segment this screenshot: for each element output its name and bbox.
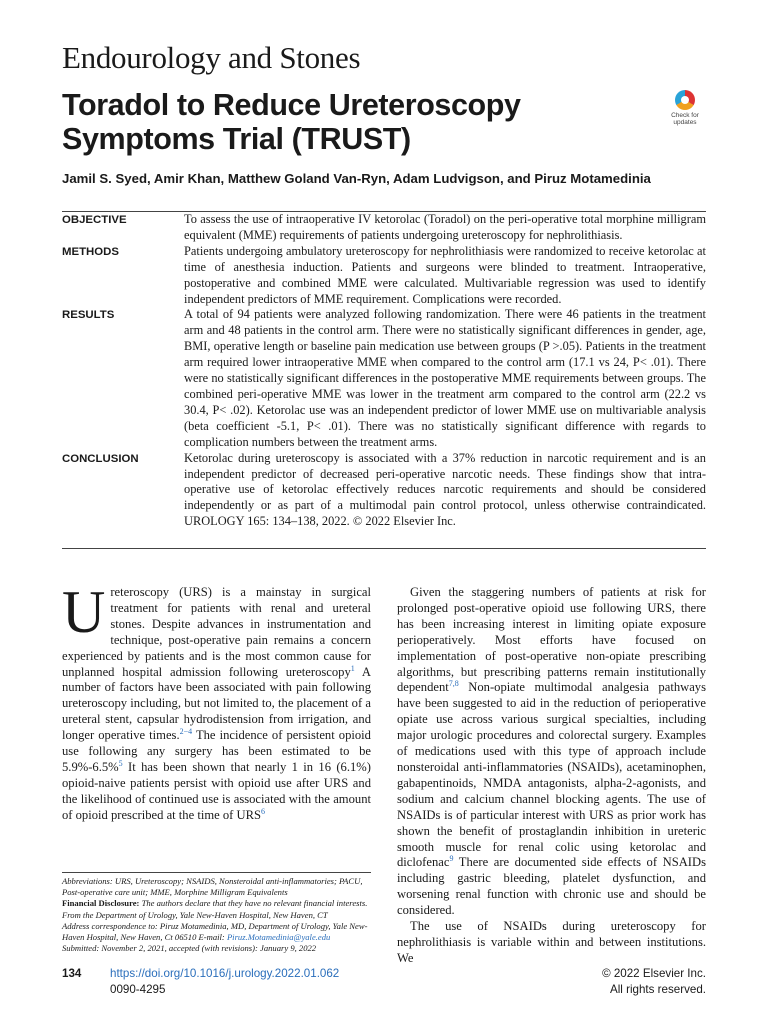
- footnotes: [62, 876, 371, 954]
- copyright: © 2022 Elsevier Inc.: [602, 967, 706, 980]
- abstract: [62, 211, 706, 530]
- section-text: A total of 94 patients were analyzed following randomization. There were 46 patients in the treatment arm and 48 patients in the control arm. There were no statistically significant differences in gender, age, BMI, operative length or baseline pain medication use between groups (P >.05). Patients in the treatment arm required lower intraoperative MME when compared to the control arm (17.1 vs 24, P< .01). There were no statistically significant differences in the postoperative MME requirements between groups. The combined peri-operative MME was lower in the treatment arm compared to the control arm (22.2 vs 30.4, P< .02). Ketorolac use was an independent predictor of lower MME use on multivariable analysis (beta coefficient -5.1, P< .01). There was no statistically significant difference with regards to complication numbers between the treatment arms.: [184, 307, 706, 449]
- check-for-updates-badge[interactable]: [666, 90, 704, 130]
- abstract-results: [62, 307, 706, 450]
- copyright-block: [602, 966, 706, 998]
- section-label: METHODS: [62, 245, 119, 258]
- reference-link[interactable]: 9: [449, 854, 454, 864]
- section-label: OBJECTIVE: [62, 214, 127, 226]
- reference-link[interactable]: 6: [261, 806, 266, 816]
- footnote-divider: [62, 872, 371, 873]
- doi-link[interactable]: https://doi.org/10.1016/j.urology.2022.01.062: [110, 967, 340, 980]
- citation: UROLOGY 165: 134–138, 2022. © 2022 Elsevier Inc.: [184, 514, 456, 529]
- abstract-conclusion: [62, 451, 706, 531]
- intro-paragraph: Ureteroscopy (URS) is a mainstay in surgical treatment for patients with renal and ureteral stones. Despite advances in instrumentation and technique, post-operative pain remains a concern experienced by patients and is the most common cause for unplanned hospital admission following ureteroscopy$^1$ A number of factors have been associated with pain following ureteroscopy including, but not limited to, the placement of a ureteral stent, capsular hydrodistension from irrigation, and longer operative times.$^{2-4}$ The incidence of persistent opioid use following any surgery has been estimated to be 5.9%-6.5%$^5$ It has been shown that nearly 1 in 16 (6.1%) opioid-naive patients persist with opioid use after URS and the likelihood of continued use is associated with the amount of opioid prescribed at the time of URS$^6$: [62, 579, 371, 822]
- reference-link[interactable]: 7,8: [448, 679, 459, 689]
- reference-link[interactable]: 2−4: [179, 726, 193, 736]
- body-paragraph: The use of NSAIDs during ureteroscopy for nephrolithiasis is variable within and between institutions. We: [397, 919, 706, 965]
- conclusion-text: Ketorolac during ureteroscopy is associated with a 37% reduction in narcotic requirement and is an independent predictor of decreased peri-operative narcotic needs. These findings show that intra-operative use of ketorolac effectively reduces narcotic requirements and should be considered independently or as part of a multimodal pain control protocol, unless otherwise contraindicated.: [184, 450, 706, 513]
- article-title: Toradol to Reduce Ureteroscopy Symptoms Trial (TRUST): [62, 88, 521, 156]
- doi-block: [110, 966, 339, 998]
- page-number: 134: [62, 967, 82, 980]
- financial-disclosure: Financial Disclosure: The authors declare that they have no relevant financial interests.: [62, 898, 368, 909]
- email-link[interactable]: Piruz.Motamedinia@yale.edu: [226, 932, 331, 943]
- abstract-methods: [62, 244, 706, 308]
- body-paragraph: Given the staggering numbers of patients at risk for prolonged post-operative opioid use following URS, there has been increasing interest in limiting opiate exposure perioperatively. Most efforts have focused on implementation of post-operative non-opiate prescribing algorithms, but prescribing patterns remain institutionally dependent$^{7,8}$ Non-opiate multimodal analgesia pathways have been suggested to aid in the reduction of perioperative opiate use across various surgical specialties, including major urologic procedures and colorectal surgery. Examples of medications used with this type of approach include nonsteroidal anti-inflammatories (NSAIDs), acetaminophen, gabapentinoids, NMDA antagonists, alpha-2-agonists, and sodium and calcium channel blocking agents. The use of NSAIDs is of particular interest with URS as prior work has shown the benefit of prostaglandin inhibition in ureteric smooth muscle for renal colic using ketorolac and diclofenac$^9$ There are documented side effects of NSAIDs including gastric bleeding, platelet dysfunction, and worsening renal function with chronic use and should be considered.: [397, 585, 706, 918]
- section-text: Patients undergoing ambulatory ureteroscopy for nephrolithiasis were randomized to receive ketorolac at time of anesthesia induction. Patients and surgeons were blinded to treatment. Intraoperative, postoperative and combined MME were calculated. Multivariable regression was used to identify independent predictors of MME requirement. Complications were recorded.: [184, 243, 706, 306]
- abbreviations: Abbreviations: URS, Ureteroscopy; NSAIDS, Nonsteroidal anti-inflammatories; PACU, Post-operative care unit; MME, Morphine Milligram Equivalents: [62, 876, 363, 898]
- body-column-right: [397, 585, 706, 967]
- reference-link[interactable]: 5: [118, 758, 123, 768]
- journal-name: Endourology and Stones: [62, 40, 361, 75]
- crossmark-icon: [675, 90, 695, 110]
- reference-link[interactable]: 1: [350, 663, 355, 673]
- body-column-left: [62, 579, 371, 824]
- correspondence: Address correspondence to: Piruz Motamedinia, MD, Department of Urology, Yale New-Haven Hospital, New Haven, Ct 06510 E-mail: Piruz.Motamedinia@yale.edu: [62, 920, 368, 943]
- section-label: CONCLUSION: [62, 452, 139, 465]
- section-label: RESULTS: [62, 309, 115, 322]
- author-list: Jamil S. Syed, Amir Khan, Matthew Goland Van-Ryn, Adam Ludvigson, and Piruz Motamedinia: [62, 171, 651, 186]
- drop-cap: U: [62, 579, 106, 645]
- badge-line1: Check for: [671, 112, 699, 119]
- rights: All rights reserved.: [609, 983, 706, 996]
- badge-line2: updates: [673, 119, 697, 126]
- submission-dates: Submitted: November 2, 2021, accepted (with revisions): January 9, 2022: [62, 943, 317, 954]
- affiliation: From the Department of Urology, Yale New-Haven Hospital, New Haven, CT: [62, 909, 328, 920]
- abstract-divider: [62, 548, 706, 549]
- section-text: To assess the use of intraoperative IV ketorolac (Toradol) on the peri-operative total morphine milligram equivalent (MME) requirements of patients undergoing ureteroscopy for nephrolithiasis.: [184, 212, 706, 242]
- abstract-objective: [62, 212, 706, 244]
- issn: 0090-4295: [110, 983, 166, 996]
- section-text: [184, 451, 706, 531]
